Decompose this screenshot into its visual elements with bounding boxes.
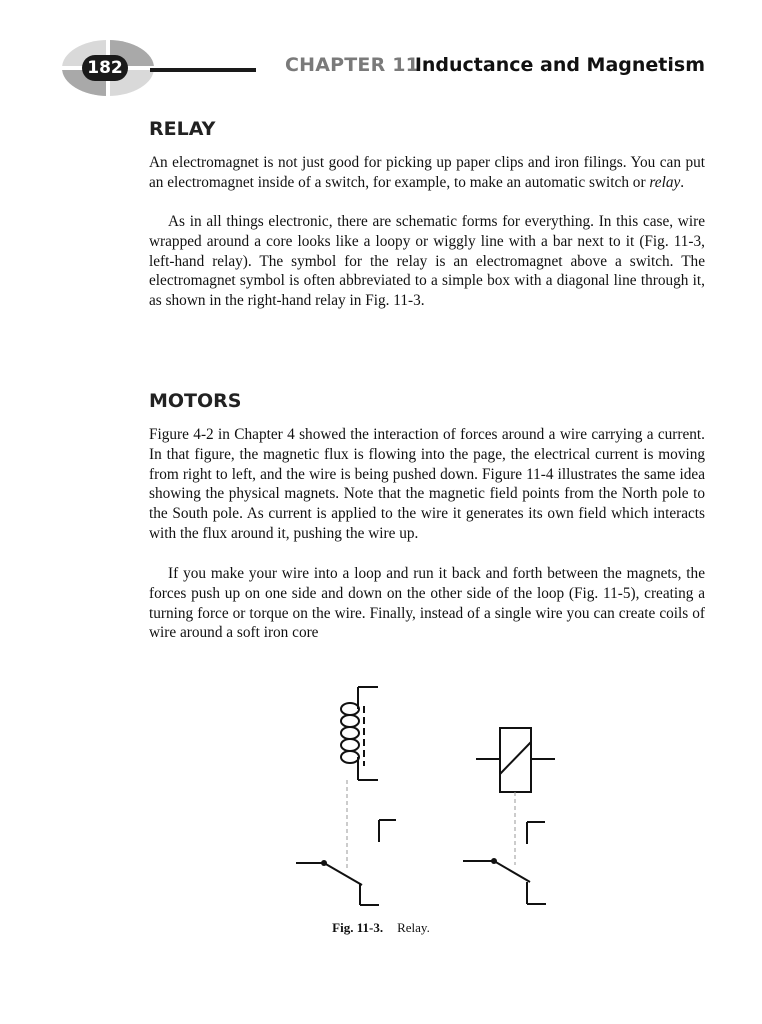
relay-figure [250,670,570,920]
relay-term: relay [649,173,681,191]
figure-caption-text: Relay. [397,920,430,935]
relay-p1-text: An electromagnet is not just good for picking up paper clips and iron filings. You can put an electromagnet inside of a switch, for example, to make an automatic switch or [149,154,705,191]
relay-paragraph-2: As in all things electronic, there are schematic forms for everything. In this case, wire wrapped around a core looks like a loopy or wiggly line with a bar next to it (Fig. 11-3, left-hand relay). The symbol for the relay is an electromagnet above a switch. The electromagnet symbol is often abbreviated to a simple box with a diagonal line through it, as shown in the right-hand relay in Fig. 11-3. [149,213,705,310]
header-rule [150,68,256,72]
figure-caption [0,920,762,936]
left-relay-switch [296,820,396,905]
right-relay-box [476,728,555,792]
left-relay-pivot [321,860,327,866]
motors-paragraph-1: Figure 4-2 in Chapter 4 showed the interaction of forces around a wire carrying a current. In that figure, the magnetic flux is flowing into the page, the electrical current is moving from right to left, and the wire is being pushed down. Figure 11-4 illustrates the same idea showing the physical magnets. Note that the magnetic field points from the North pole to the South pole. As current is applied to the wire it generates its own field which interacts with the flux around it, pushing the wire up. [149,426,705,542]
left-relay-coil [341,687,378,780]
chapter-title: Inductance and Magnetism [414,54,705,76]
right-relay-switch [463,822,546,904]
relay-p1-end: . [680,173,685,191]
relay-paragraph-1 [149,153,705,193]
right-relay-pivot [491,858,497,864]
chapter-label: CHAPTER 11 [285,54,420,76]
motors-heading: MOTORS [149,390,242,412]
page-number: 182 [82,55,128,81]
relay-heading: RELAY [149,118,216,140]
motors-paragraph-2: If you make your wire into a loop and run it back and forth between the magnets, the forces push up on one side and down on the other side of the loop (Fig. 11-5), creating a turning force or torque on the wire. Finally, instead of a single wire you can create coils of wire around a soft iron core [149,565,705,642]
figure-label: Fig. 11-3. [332,920,384,935]
